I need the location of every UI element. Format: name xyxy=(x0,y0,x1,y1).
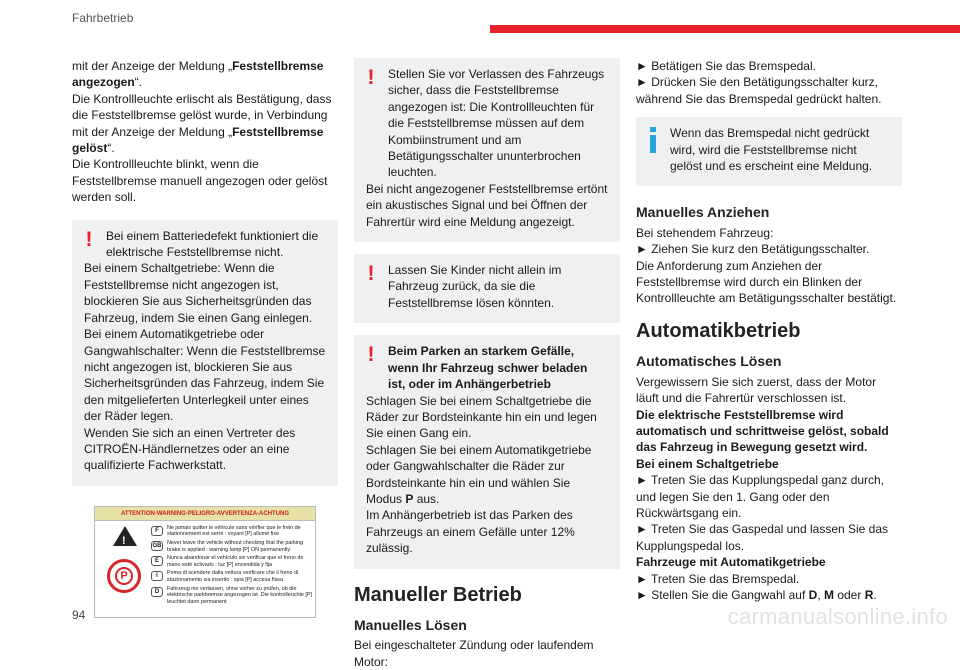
warning-box-children: ! Lassen Sie Kinder nicht allein im Fahrzeug zurück, da sie die Feststellbremse lösen könnten. xyxy=(354,254,620,323)
subheading-automatic-release: Automatisches Lösen xyxy=(636,353,782,370)
paragraph: Bei eingeschalteter Zündung oder laufendem Motor: xyxy=(354,638,594,669)
section-title-automatic: Automatikbetrieb xyxy=(636,319,801,342)
section-title-manual: Manueller Betrieb xyxy=(354,583,522,606)
header-title: Fahrbetrieb xyxy=(72,11,134,25)
warning-box-slope-parking: ! Beim Parken an starkem Gefälle, wenn Ihr Fahrzeug schwer beladen ist, oder im Anhängerbetrieb Schlagen Sie bei einem Schaltgetriebe die Räder zur Bordsteinkante hin ein und legen Sie einen Gang ein. Schlagen Sie bei einem Automatikgetriebe oder Gangwahlschalter die Räder zur Bordsteinkante hin ein und wählen Sie Modus P aus. Im Anhängerbetrieb ist das Parken des Fahrzeugs an einem Gefälle unter 12% zulässig. xyxy=(354,335,620,568)
warning-box-leave-vehicle: ! Stellen Sie vor Verlassen des Fahrzeugs sicher, dass die Feststellbremse angezogen ist: Die Kontrollleuchten für die Feststellbremse müssen auf dem Kombiinstrument und am Betätigungsschalter ununterbrochen leuchten. Bei nicht angezogener Feststellbremse ertönt ein akustisches Signal und bei Öffnen der Fahrertür wird eine Meldung angezeigt. xyxy=(354,58,620,242)
step: ► Drücken Sie den Betätigungsschalter kurz, während Sie das Bremspedal gedrückt halten. xyxy=(636,75,882,106)
info-box-brake-pedal: Wenn das Bremspedal nicht gedrückt wird, wird die Feststellbremse nicht gelöst und es erscheint eine Meldung. xyxy=(636,117,902,186)
paragraph: Die Kontrollleuchte blinkt, wenn die Feststellbremse manuell angezogen oder gelöst werden soll. xyxy=(72,157,328,205)
sticker-row: E Nunca abandonar el vehículo sin verificar que el freno de mano esté activado : luz [P] encendida y fija xyxy=(151,555,313,568)
sticker-row: D Fahrzeug nie verlassen, ohne vorher zu prüfen, ob die elektrische parkbremse angezogen ist. Die kontrolleuchte [P] leuchtet dann permanent xyxy=(151,586,313,606)
sticker-row: I Prima di scendere dalla vettura verificare che il freno di stazionamento sia inserito : spia [P] accesa fissa xyxy=(151,570,313,583)
watermark: carmanualsonline.info xyxy=(727,604,948,629)
warning-box-battery: ! Bei einem Batteriedefekt funktioniert die elektrische Feststellbremse nicht. Bei einem Schaltgetriebe: Wenn die Feststellbremse nicht angezogen ist, blockieren Sie aus Sicherheitsgründen das Fahrzeug, indem Sie einen Gang einlegen. Bei einem Automatikgetriebe oder Gangwahlschalter: Wenn die Feststellbremse nicht angezogen ist, blockieren Sie aus Sicherheitsgründen das Fahrzeug, indem Sie den mitgelieferten Unterlegkeil unter eines der Räder legen. Wenden Sie sich an einen Vertreter des CITROËN-Händlernetzes oder an eine qualifizierte Fachwerkstatt. xyxy=(72,220,338,486)
warning-sticker-image: ATTENTION-WARNING-PELIGRO-AVVERTENZA-ACHTUNG ! P F Ne jamais quitter le véhicule sans vérifier que le frein de stationnement est serré : voyant [P] allumé fixe GB Never leave the vehicle without checking that the parking brake is applied : warning lamp [P] ON permanently E Nunca abandonar el vehículo sin verificar que el freno de mano esté activado : luz [P] encendida y fija I Prima di scendere dalla vettura verificare che il freno di stazionamento sia inserito : spia [P] accesa fissa D Fahrzeug nie verlassen, ohne vorher zu prüfen, ob die elektrische parkbremse angezogen ist. Die kontrolleuchte [P] leuchtet dann permanent xyxy=(94,506,316,618)
column-1 xyxy=(72,58,338,618)
warning-icon: ! xyxy=(367,343,375,367)
page-number: 94 xyxy=(72,608,86,622)
paragraph: Die Kontrollleuchte erlischt als Bestätigung, dass die Feststellbremse gelöst wurde, in Verbindung mit der Anzeige der Meldung „Feststellbremse gelöst“. xyxy=(72,91,332,156)
warning-icon: ! xyxy=(367,262,375,286)
warning-icon: ! xyxy=(367,66,375,89)
subheading-manual-apply: Manuelles Anziehen xyxy=(636,204,770,221)
sticker-row: GB Never leave the vehicle without checking that the parking brake is applied : warning lamp [P] ON permanently xyxy=(152,539,304,553)
subheading-manual-release: Manuelles Lösen xyxy=(354,616,467,633)
warning-icon: ! xyxy=(85,227,93,251)
info-icon xyxy=(650,127,656,153)
sticker-row: F Ne jamais quitter le véhicule sans vérifier que le frein de stationnement est serré : voyant [P] allumé fixe xyxy=(151,525,313,538)
header-accent-bar xyxy=(490,25,960,33)
paragraph: mit der Anzeige der Meldung „Feststellbremse angezogen“. xyxy=(72,59,324,90)
column-2 xyxy=(354,58,620,670)
sticker-heading: ATTENTION-WARNING-PELIGRO-AVVERTENZA-ACHTUNG xyxy=(95,507,315,521)
step: ► Betätigen Sie das Bremspedal. xyxy=(636,59,816,73)
column-3: ► Betätigen Sie das Bremspedal. ► Drücken Sie den Betätigungsschalter kurz, während Sie das Bremspedal gedrückt halten. Wenn das Bremspedal nicht gedrückt wird, wird die Feststellbremse nicht gelöst und es erscheint eine Meldung. Manuelles Anziehen Bei stehendem Fahrzeug: ► Ziehen Sie kurz den Betätigungsschalter. Die Anforderung zum Anziehen der Feststellbremse wird durch ein Blinken der Kontrollleuchte am Betätigungsschalter bestätigt. Automatikbetrieb Automatisches Lösen Vergewissern Sie sich zuerst, dass der Motor läuft und die Fahrertür verschlossen ist. Die elektrische Feststellbremse wird automatisch und schrittweise gelöst, sobald das Fahrzeug in Bewegung gesetzt wird. Bei einem Schaltgetriebe ► Treten Sie das Kupplungspedal ganz durch, und legen Sie den 1. Gang oder den Rückwärtsgang ein. ► Treten Sie das Gaspedal und lassen Sie das Kupplungspedal los. Fahrzeuge mit Automatikgetriebe ► Treten Sie das Bremspedal. ► Stellen Sie die Gangwahl auf D, M oder R. xyxy=(636,58,902,603)
